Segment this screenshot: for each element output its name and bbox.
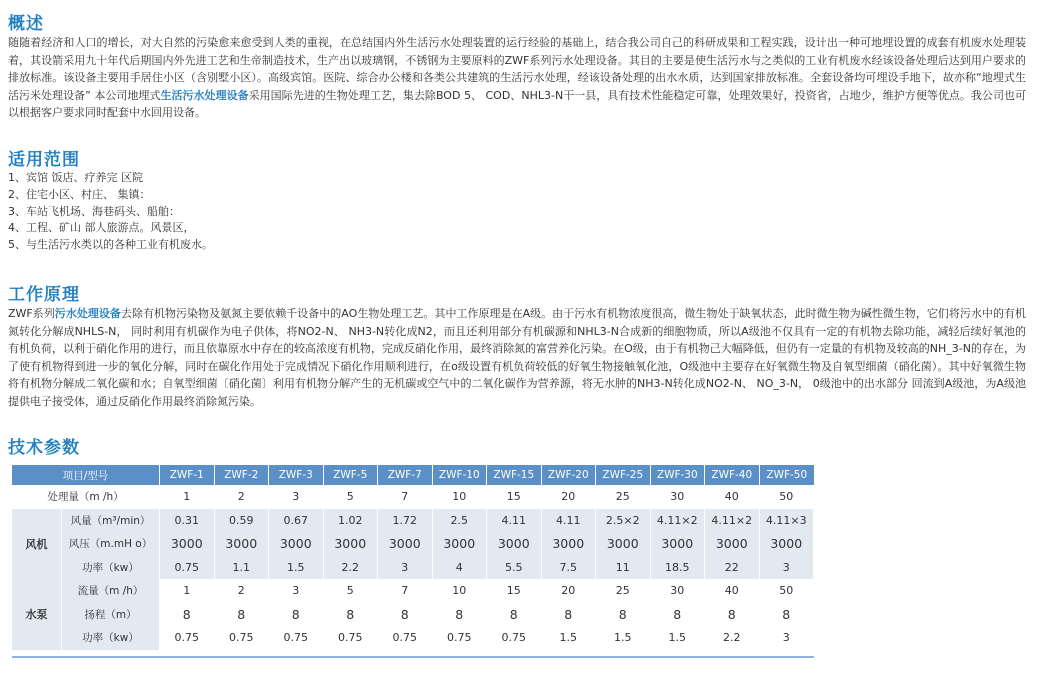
table-cell: 40: [705, 485, 760, 509]
row-label: 风压（m.mH o）: [62, 532, 160, 556]
table-cell: 4.11: [542, 509, 597, 533]
table-cell: 0.75: [269, 626, 324, 650]
model-header: ZWF-10: [433, 465, 488, 485]
sewage-equipment-link[interactable]: 生活污水处理设备: [160, 88, 249, 102]
table-cell: 50: [760, 579, 815, 603]
model-header: ZWF-15: [487, 465, 542, 485]
table-cell: 8: [378, 603, 433, 627]
table-cell: 1.5: [269, 556, 324, 580]
table-cell: 0.75: [378, 626, 433, 650]
model-header: ZWF-7: [378, 465, 433, 485]
row-label: 风量（m³/min）: [62, 509, 160, 533]
table-cell: 1.1: [215, 556, 270, 580]
table-cell: 8: [705, 603, 760, 627]
table-cell: 1.5: [596, 626, 651, 650]
table-cell: 1: [160, 579, 215, 603]
table-cell: 3000: [215, 532, 270, 556]
table-row: [12, 626, 814, 650]
table-cell: 2.2: [705, 626, 760, 650]
table-cell: 1.02: [324, 509, 379, 533]
overview-paragraph: [8, 34, 1026, 122]
table-cell: 3000: [596, 532, 651, 556]
table-cell: 5: [324, 485, 379, 509]
table-cell: 8: [324, 603, 379, 627]
list-item: 3、车站飞机场、海巷码头、船舶：: [8, 204, 180, 218]
table-cell: 2.2: [324, 556, 379, 580]
table-cell: 3000: [160, 532, 215, 556]
table-header-row: [12, 465, 814, 485]
table-cell: 7.5: [542, 556, 597, 580]
table-row: [12, 603, 814, 627]
model-header: ZWF-20: [542, 465, 597, 485]
row-label: 扬程（m）: [62, 603, 160, 627]
table-cell: 1: [160, 485, 215, 509]
overview-heading: 概述: [8, 14, 44, 34]
table-cell: 0.75: [160, 556, 215, 580]
table-cell: 50: [760, 485, 815, 509]
spec-table: [12, 465, 814, 650]
table-cell: 0.31: [160, 509, 215, 533]
table-cell: 5.5: [487, 556, 542, 580]
scope-heading: 适用范围: [8, 150, 80, 170]
table-cell: 3: [269, 579, 324, 603]
table-cell: 1.5: [651, 626, 706, 650]
table-row: [12, 579, 814, 603]
table-cell: 0.75: [433, 626, 488, 650]
table-row: [12, 485, 814, 509]
table-cell: 1.5: [542, 626, 597, 650]
row-label: 功率（kw）: [62, 556, 160, 580]
table-cell: 7: [378, 485, 433, 509]
table-cell: 3000: [651, 532, 706, 556]
table-cell: 3000: [542, 532, 597, 556]
principle-heading: 工作原理: [8, 285, 80, 305]
table-cell: 15: [487, 485, 542, 509]
table-cell: 3000: [487, 532, 542, 556]
table-cell: 0.67: [269, 509, 324, 533]
pump-group-label: 水泵: [12, 579, 62, 650]
table-cell: 25: [596, 485, 651, 509]
table-cell: 1.72: [378, 509, 433, 533]
scope-list: [8, 170, 213, 254]
list-item: 2、住宅小区、村庄、 集镇：: [8, 187, 151, 201]
table-cell: 2: [215, 579, 270, 603]
fan-group-label: 风机: [12, 509, 62, 580]
table-cell: 4.11×3: [760, 509, 815, 533]
table-cell: 3000: [269, 532, 324, 556]
list-item: 4、工程、矿山 部人旅游点。风景区，: [8, 221, 195, 235]
table-cell: 4.11×2: [651, 509, 706, 533]
table-row: [12, 509, 814, 533]
table-cell: 5: [324, 579, 379, 603]
table-cell: 4.11: [487, 509, 542, 533]
table-cell: 25: [596, 579, 651, 603]
table-cell: 8: [433, 603, 488, 627]
table-cell: 3: [760, 626, 815, 650]
table-row: [12, 556, 814, 580]
model-header: ZWF-1: [160, 465, 215, 485]
table-cell: 2: [215, 485, 270, 509]
table-cell: 20: [542, 485, 597, 509]
table-cell: 2.5×2: [596, 509, 651, 533]
table-cell: 7: [378, 579, 433, 603]
row-label: 功率（kw）: [62, 626, 160, 650]
table-cell: 15: [487, 579, 542, 603]
model-header: ZWF-40: [705, 465, 760, 485]
table-cell: 0.75: [160, 626, 215, 650]
table-cell: 40: [705, 579, 760, 603]
sewage-treatment-link[interactable]: 污水处理设备: [54, 307, 121, 320]
model-header: ZWF-3: [269, 465, 324, 485]
model-header: ZWF-25: [596, 465, 651, 485]
table-row: [12, 532, 814, 556]
table-cell: 3000: [705, 532, 760, 556]
table-cell: 30: [651, 485, 706, 509]
table-cell: 3000: [433, 532, 488, 556]
table-cell: 18.5: [651, 556, 706, 580]
model-header: ZWF-30: [651, 465, 706, 485]
model-header: ZWF-5: [324, 465, 379, 485]
table-cell: 0.75: [487, 626, 542, 650]
table-cell: 0.75: [324, 626, 379, 650]
table-cell: 10: [433, 485, 488, 509]
table-cell: 0.75: [215, 626, 270, 650]
table-cell: 2.5: [433, 509, 488, 533]
table-cell: 10: [433, 579, 488, 603]
list-item: 1、宾馆 饭店、疗养完 区院: [8, 171, 143, 184]
table-cell: 8: [160, 603, 215, 627]
table-cell: 20: [542, 579, 597, 603]
table-cell: 3: [378, 556, 433, 580]
table-cell: 8: [487, 603, 542, 627]
overview-text-a: 随随着经济和人口的增长，对大自然的污染愈来愈受到人类的重视，在总结国内外生活污水处理装置的运行经验的基础上，结合我公司自己的科研成果和工程实践，设计出一种可地埋设置的成套有机废水处理装着，其设箭采用九十年代后期国内外先进工艺和生帝制造技术，生产出以玻璃钢，不锈钢为主要原料的ZWF系列污水处理设备。其目的主要是使生活污水与之类似的工业有机废水经该设备处理后达到用户要求的排放标准。该设备主要用手居住小区（含别墅小区）。高级宾馆。医院、综合办公楼和各类公共建筑的生活污水处理，经该设备处理的出水水质，达到国家排放标准。全套设备均可埋设手地下，故亦称“地埋式生活污米处理设备” 本公司地埋式: [8, 36, 1026, 102]
table-cell: 8: [596, 603, 651, 627]
table-cell: 8: [542, 603, 597, 627]
model-header: ZWF-50: [760, 465, 815, 485]
model-header: ZWF-2: [215, 465, 270, 485]
specs-heading: 技术参数: [8, 438, 80, 458]
table-cell: 4: [433, 556, 488, 580]
table-cell: 0.59: [215, 509, 270, 533]
table-bottom-divider: [12, 656, 814, 658]
table-cell: 30: [651, 579, 706, 603]
table-cell: 8: [269, 603, 324, 627]
capacity-label: 处理量（m /h）: [12, 485, 160, 509]
table-cell: 8: [215, 603, 270, 627]
table-cell: 3: [760, 556, 815, 580]
table-cell: 3: [269, 485, 324, 509]
overview-text-b: 采用国际先进的生物处理工艺，集去除BOD 5、 COD、NHL3-N干一县，具有技术性能稳定可靠，处理效果好，投资省，占地少，维护方便等优点。我公司也可以根据客户要求同时配套中水回用设备。: [8, 88, 1026, 119]
list-item: 5、与生活污水类以的各种工业有机废水。: [8, 238, 213, 252]
table-cell: 8: [760, 603, 815, 627]
table-cell: 3000: [324, 532, 379, 556]
principle-prefix: ZWF系列: [8, 307, 55, 320]
table-cell: 3000: [760, 532, 815, 556]
principle-text: 去除有机物污染物及氨氮主要依赖千设备中的AO生物处理工艺。其中工作原理是在A级。由于污水有机物浓度很高，微生物处于缺氧状态，此时微生物为碱性微生物，它们将污水中的有机氮转化分解成NHLS-N， 同时利用有机碳作为电子供体，将NO2-N、 NH3-N转化成N2，而且还利用部分有机碳源和NHL3-N合成新的细胞物质，所以A级池不仅具有一定的有机物去除功能，减轻后续好氧池的有机负荷，以利于硝化作用的进行，而且依靠原水中存在的较高浓度有机物，完成反硝化作用，最终消除氮的富营养化污染。在O级，由于有机物己大幅降低，但仍有一定量的有机物及较高的NH_3-N的存在，为了使有机物得到进一步的氧化分解，同时在碳化作用处于完成情况下硝化作用顺利进行，在o级设置有机负荷较低的好氧生物接触氧化池，O级池中主要存在好氧微生物及自氧型细菌（硝化菌）。其中好氧微生物将有机物分解成二氧化碳和水；自氧型细菌〔硝化菌〕利用有机物分解产生的无机碳或空气中的二氧化碳作为营养源，将无水肿的NH3-N转化成NO2-N、 NO_3-N， 0级池中的出水部分 回流到A级池，为A级池提供电子接受体，通过反硝化作用最终消除氮污染。: [8, 307, 1026, 408]
principle-paragraph: [8, 305, 1026, 410]
table-cell: 4.11×2: [705, 509, 760, 533]
table-cell: 8: [651, 603, 706, 627]
row-label: 流量（m /h）: [62, 579, 160, 603]
table-cell: 22: [705, 556, 760, 580]
header-label: 项目/型号: [12, 465, 160, 485]
table-cell: 3000: [378, 532, 433, 556]
table-cell: 11: [596, 556, 651, 580]
